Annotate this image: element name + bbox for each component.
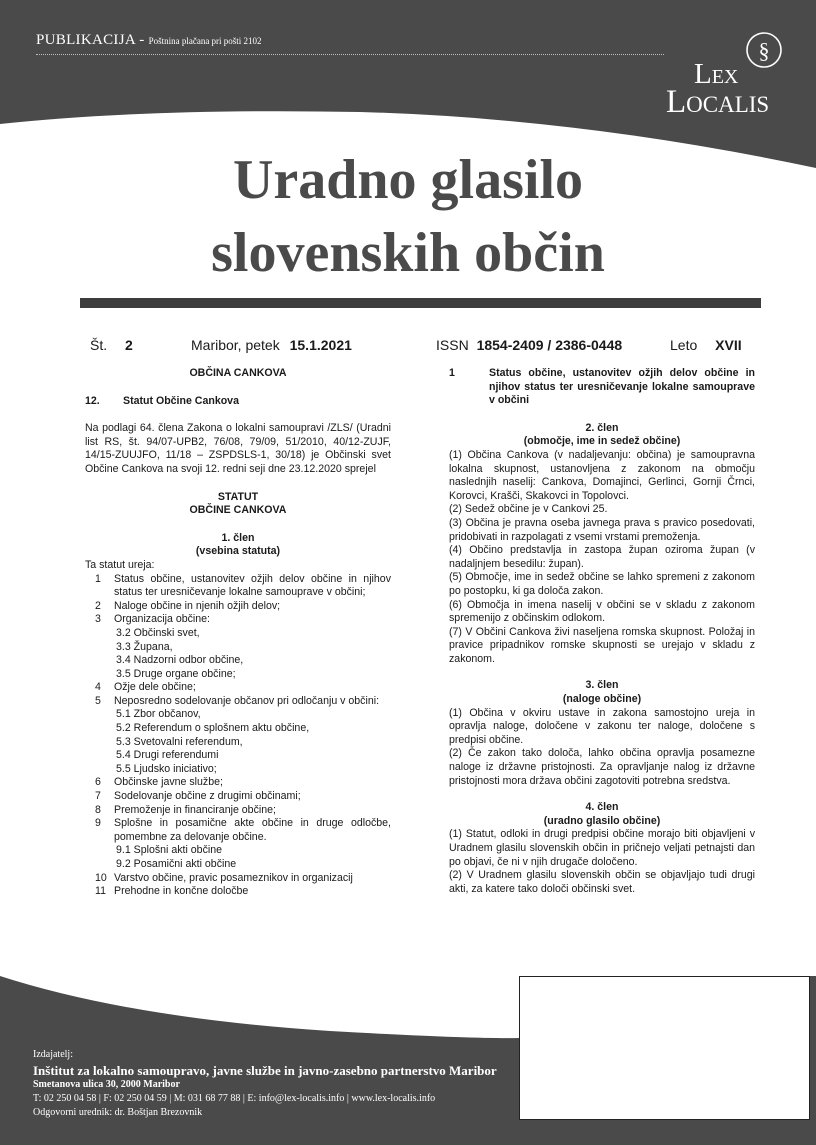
issn [436, 337, 622, 353]
section-1-heading [449, 367, 755, 408]
toc-item [85, 681, 391, 695]
toc-item [85, 641, 391, 655]
toc-item-number: 2 [95, 599, 101, 612]
article-paragraph: (1) Občina Cankova (v nadaljevanju: občina) je samoupravna lokalna skupnost, ustanovljena z zakonom na območju naslednjih naselij: Cankova, Domajinci, Gerlinci, Gornji Črnci, Korovci, Krašči, Skakovci in Topolovci. [449, 448, 755, 502]
issn-value: 1854-2409 / 2386-0448 [476, 337, 623, 353]
volume-value: XVII [715, 337, 742, 353]
toc-item [85, 722, 391, 736]
article-3-heading: 3. člen [585, 679, 619, 692]
toc-item [85, 613, 391, 627]
toc-item-text: 9.2 Posamični akti občine [116, 858, 237, 870]
toc-intro: Ta statut ureja: [85, 558, 155, 571]
toc-item-text: 3.2 Občinski svet, [116, 626, 200, 639]
document-title: Statut Občine Cankova [123, 394, 239, 407]
toc-item-text: Status občine, ustanovitev ožjih delov občine in njihov status ter uresničevanje lokalne samouprave v občini; [114, 572, 391, 599]
toc-item-number: 5 [95, 694, 101, 707]
toc-item-number: 10 [95, 871, 107, 884]
toc-item-number [85, 722, 114, 736]
article-paragraph: (3) Občina je pravna oseba javnega prava s pravico posedovati, pridobivati in razpolagati z vsemi vrstami premoženja. [449, 516, 755, 543]
article-paragraph: (5) Območje, ime in sedež občine se lahko spremeni z zakonom po postopku, ki ga določa zakon. [449, 571, 755, 597]
toc-item-text: Varstvo občine, pravic posameznikov in organizacij [114, 871, 353, 884]
toc-item-text: Občinske javne službe; [114, 776, 223, 789]
article-2-subheading: (območje, ime in sedež občine) [523, 435, 681, 448]
toc-item-text: 5.2 Referendum o splošnem aktu občine, [116, 722, 310, 735]
blank-label-box [519, 976, 810, 1120]
issue-number-value: 2 [125, 337, 133, 353]
gazette-title-line1: Uradno glasilo [232, 149, 584, 211]
issue-number-label: Št. [90, 337, 108, 353]
article-3-body [449, 707, 755, 789]
footer-contacts: T: 02 250 04 58 | F: 02 250 04 59 | M: 031 68 77 88 | E: info@lex-localis.info | www.lex-localis.info [33, 1093, 436, 1104]
municipality-heading: OBČINA CANKOVA [189, 367, 287, 379]
toc-item-number [85, 627, 114, 641]
footer-institute: Inštitut za lokalno samoupravo, javne službe in javno-zasebno partnerstvo Maribor [33, 1063, 497, 1078]
toc-item [85, 872, 391, 886]
toc-item-text: 5.3 Svetovalni referendum, [116, 735, 243, 748]
toc-item-text: 5.4 Drugi referendumi [116, 749, 219, 762]
toc-item [85, 817, 391, 844]
article-4-heading: 4. člen [585, 801, 619, 814]
toc-item-number [85, 858, 114, 872]
publikacija-dash: - [139, 32, 145, 48]
right-column [449, 367, 755, 896]
toc-item [85, 708, 391, 722]
toc-item-number: 6 [95, 776, 101, 789]
toc-item-number: 9 [95, 817, 101, 830]
toc-item-text: Premoženje in financiranje občine; [114, 803, 276, 816]
issue-place: Maribor, petek [191, 337, 280, 353]
article-paragraph: (1) Občina v okviru ustave in zakona samostojno ureja in opravlja naloge, določene v zakonu ter naloge, določene s predpisi občine. [449, 706, 755, 746]
title-rule [80, 298, 761, 308]
dotted-separator [36, 54, 664, 55]
article-paragraph: (2) V Uradnem glasilu slovenskih občin se objavljajo tudi drugi akti, za katere tako določi občinski svet. [449, 869, 755, 895]
footer-band [0, 976, 519, 1145]
toc-item-number: 3 [95, 613, 101, 626]
footer-publisher-label: Izdajatelj: [33, 1049, 73, 1060]
toc-item-number: 11 [95, 885, 106, 898]
toc-item-number [85, 641, 114, 655]
toc-item-text: 5.1 Zbor občanov, [116, 708, 201, 721]
toc-item [85, 776, 391, 790]
statut-subheading: OBČINE CANKOVA [189, 504, 287, 517]
document-heading [85, 395, 391, 409]
article-paragraph: (2) Če zakon tako določa, lahko občina opravlja posamezne naloge iz državne pristojnosti. Za opravljanje nalog iz državne pristojnosti mora država občini zagotoviti potrebna sredstva. [449, 747, 755, 787]
section-1-number: 1 [449, 367, 455, 379]
toc-item-text: 9.1 Splošni akti občine [116, 844, 223, 857]
volume-label: Leto [670, 337, 698, 353]
issue-number [90, 337, 133, 353]
volume-year [670, 337, 742, 353]
toc-item [85, 749, 391, 763]
toc-item-number [85, 763, 114, 777]
left-column [85, 367, 391, 899]
postnina-text: Poštnina plačana pri pošti 2102 [148, 36, 262, 46]
issn-label: ISSN [436, 337, 469, 353]
section-symbol: § [758, 38, 770, 63]
article-2-body [449, 449, 755, 667]
article-3-subheading: (naloge občine) [562, 693, 642, 706]
toc-item-text: Ožje dele občine; [114, 681, 196, 694]
issue-date-value: 15.1.2021 [289, 337, 352, 353]
toc-item-number [85, 654, 114, 668]
issue-date [191, 337, 352, 353]
preamble-text: Na podlagi 64. člena Zakona o lokalni samoupravi /ZLS/ (Uradni list RS, št. 94/07-UPB2, 76/08, 79/09, 51/2010, 40/12-ZUJF, 14/15-ZUUJFO, 11/18 – ZSPDSLS-1, 30/18) je Občinski svet Občine Cankova na svoji 12. redni seji dne 23.12.2020 sprejel [85, 422, 391, 475]
toc-item [85, 790, 391, 804]
logo-localis [666, 84, 769, 121]
toc-item [85, 844, 391, 858]
document-number: 12. [85, 394, 100, 407]
toc-item-number: 4 [95, 681, 101, 694]
article-4-subheading: (uradno glasilo občine) [543, 814, 661, 827]
statute-contents-list [85, 573, 391, 899]
toc-item-text: Organizacija občine: [114, 613, 210, 626]
toc-item-text: Splošne in posamične akte občine in druge odločbe, pomembne za delovanje občine. [114, 817, 391, 843]
logo-lex-text: Lex [694, 58, 739, 90]
toc-item [85, 804, 391, 818]
toc-item-text: 3.5 Druge organe občine; [116, 667, 236, 680]
toc-item-number: 1 [95, 572, 101, 585]
gazette-title-line2: slovenskih občin [211, 222, 605, 284]
logo-localis-text: Localis [666, 84, 770, 120]
toc-item [85, 885, 391, 899]
toc-item-text: 3.3 Župana, [116, 640, 173, 653]
toc-item-number [85, 668, 114, 682]
toc-item [85, 573, 391, 600]
toc-item-number [85, 844, 114, 858]
article-paragraph: (1) Statut, odloki in drugi predpisi občine morajo biti objavljeni v Uradnem glasilu slovenskih občin in pričnejo veljati petnajsti dan po objavi, če ni v njih drugače določeno. [449, 828, 755, 868]
toc-item [85, 858, 391, 872]
article-paragraph: (6) Območja in imena naselij v občini se v skladu z zakonom spremenijo z občinskim odlokom. [449, 598, 755, 625]
toc-item-text: Naloge občine in njenih ožjih delov; [114, 599, 281, 612]
toc-item-text: 3.4 Nadzorni odbor občine, [116, 654, 244, 667]
toc-item-number [85, 708, 114, 722]
publikacija-text: PUBLIKACIJA [36, 32, 136, 48]
toc-item-number [85, 736, 114, 750]
toc-item [85, 695, 391, 709]
toc-item [85, 736, 391, 750]
toc-item-text: Prehodne in končne določbe [114, 885, 249, 898]
toc-item [85, 654, 391, 668]
article-2-heading: 2. člen [585, 421, 619, 434]
article-paragraph: (7) V Občini Cankova živi naseljena romska skupnost. Položaj in pravice pripadnikov romske skupnosti se urejajo v skladu z zakonom. [449, 625, 755, 665]
toc-item-text: 5.5 Ljudsko iniciativo; [116, 762, 217, 775]
toc-item-text: Sodelovanje občine z drugimi občinami; [114, 790, 301, 803]
article-paragraph: (2) Sedež občine je v Cankovi 25. [449, 503, 608, 516]
toc-item [85, 668, 391, 682]
toc-item-text: Neposredno sodelovanje občanov pri odločanju v občini: [114, 694, 380, 707]
footer-address: Smetanova ulica 30, 2000 Maribor [33, 1079, 180, 1090]
toc-item-number: 7 [95, 790, 101, 803]
article-4-body [449, 828, 755, 896]
article-1-subheading: (vsebina statuta) [195, 545, 281, 558]
article-1-heading: 1. člen [221, 531, 255, 544]
toc-item-number [85, 749, 114, 763]
article-paragraph: (4) Občino predstavlja in zastopa župan oziroma župan (v nadaljnjem besedilu: župan). [449, 544, 755, 570]
publication-label [36, 32, 262, 49]
toc-item [85, 600, 391, 614]
toc-item [85, 763, 391, 777]
section-1-title: Status občine, ustanovitev ožjih delov občine in njihov status ter uresničevanje lokalne samouprave v občini [489, 367, 755, 407]
statut-heading: STATUT [217, 490, 259, 503]
toc-item [85, 627, 391, 641]
toc-item-number: 8 [95, 803, 101, 816]
footer-editor: Odgovorni urednik: dr. Boštjan Brezovnik [33, 1107, 203, 1118]
